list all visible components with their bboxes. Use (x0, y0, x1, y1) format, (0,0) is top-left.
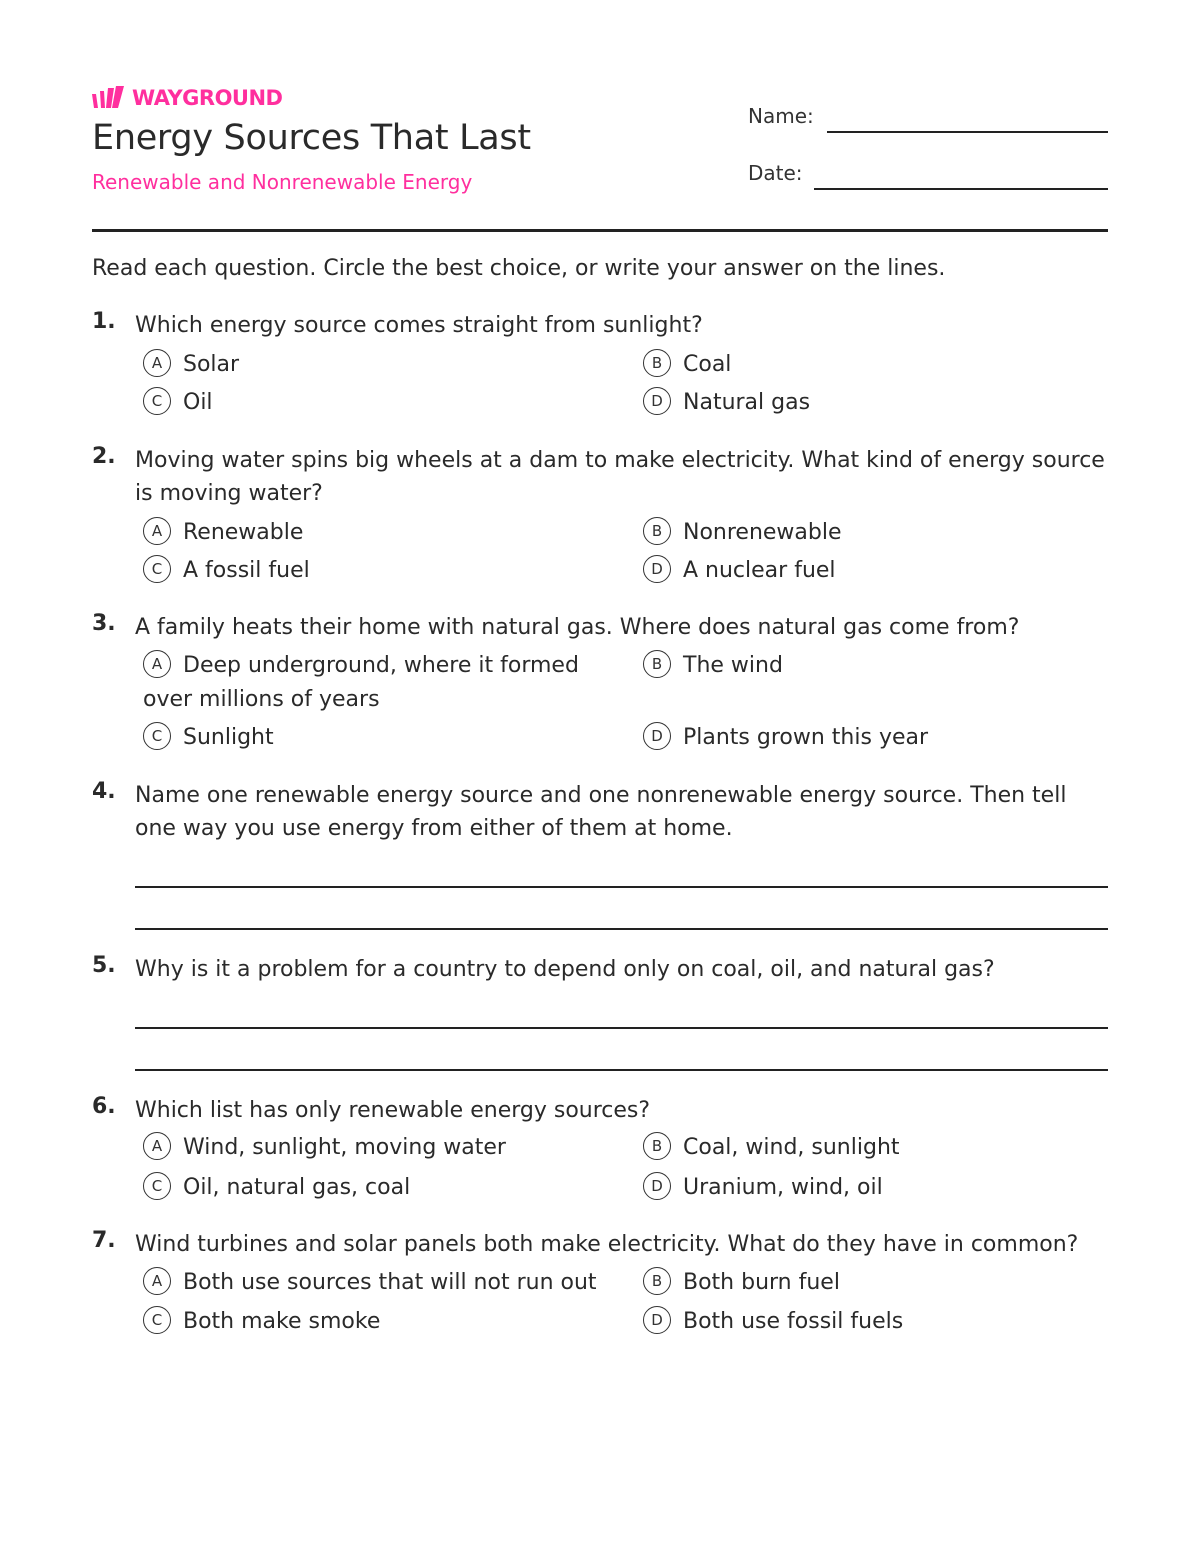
question-text: Which energy source comes straight from sunlight? (135, 313, 703, 338)
instructions: Read each question. Circle the best choice, or write your answer on the lines. (92, 256, 946, 281)
q1-option-c[interactable] (143, 388, 213, 418)
option-letter-badge: A (143, 517, 171, 545)
q1-option-b[interactable] (643, 350, 731, 380)
date-field-line[interactable] (814, 188, 1108, 190)
option-text: Coal (683, 352, 732, 377)
option-text: Both make smoke (183, 1309, 381, 1334)
q5-answer-line-1[interactable] (135, 1027, 1108, 1029)
option-text: Deep underground, where it formed over millions of years (143, 653, 579, 712)
date-label: Date: (748, 161, 803, 185)
option-letter-badge: A (143, 349, 171, 377)
q7-option-b[interactable] (643, 1268, 840, 1298)
q6-option-b[interactable] (643, 1133, 900, 1163)
question-text: Which list has only renewable energy sources? (135, 1098, 651, 1123)
option-text: Oil, natural gas, coal (183, 1175, 411, 1200)
brand-logo (92, 86, 283, 110)
question-text: Name one renewable energy source and one nonrenewable energy source. Then tell one way you use energy from either of them at home. (135, 783, 1067, 841)
option-letter-badge: B (643, 1267, 671, 1295)
option-text: A nuclear fuel (683, 558, 836, 583)
option-letter-badge: A (143, 1267, 171, 1295)
q2-option-a[interactable] (143, 518, 303, 548)
question-text: A family heats their home with natural gas. Where does natural gas come from? (135, 615, 1020, 640)
option-text: Uranium, wind, oil (683, 1175, 883, 1200)
question-number: 2. (92, 444, 116, 469)
header-divider (92, 229, 1108, 232)
option-letter-badge: B (643, 349, 671, 377)
q7-option-d[interactable] (643, 1307, 903, 1337)
name-label: Name: (748, 104, 814, 128)
option-text: Both use fossil fuels (683, 1309, 904, 1334)
page-title: Energy Sources That Last (92, 118, 531, 158)
question-number: 7. (92, 1228, 116, 1253)
brand-name: WAYGROUND (132, 86, 283, 110)
option-letter-badge: B (643, 650, 671, 678)
question-number: 4. (92, 779, 116, 804)
option-text: Both burn fuel (683, 1270, 840, 1295)
option-text: Plants grown this year (683, 725, 929, 750)
question-number: 5. (92, 953, 116, 978)
q5-answer-line-2[interactable] (135, 1069, 1108, 1071)
question-text: Wind turbines and solar panels both make electricity. What do they have in common? (135, 1232, 1079, 1257)
option-text: The wind (683, 653, 783, 678)
question-number: 6. (92, 1094, 116, 1119)
option-text: Natural gas (683, 390, 811, 415)
option-letter-badge: A (143, 650, 171, 678)
option-text: Coal, wind, sunlight (683, 1135, 900, 1160)
option-text: Oil (183, 390, 213, 415)
option-letter-badge: B (643, 1132, 671, 1160)
q3-option-b[interactable] (643, 651, 783, 681)
option-letter-badge: D (643, 555, 671, 583)
q7-option-c[interactable] (143, 1307, 380, 1337)
option-text: A fossil fuel (183, 558, 310, 583)
option-letter-badge: C (143, 387, 171, 415)
option-text: Both use sources that will not run out (183, 1270, 597, 1295)
q2-option-d[interactable] (643, 556, 836, 586)
option-letter-badge: D (643, 722, 671, 750)
option-letter-badge: B (643, 517, 671, 545)
wayground-logo-icon (92, 86, 126, 110)
option-text: Wind, sunlight, moving water (183, 1135, 506, 1160)
question-number: 3. (92, 611, 116, 636)
question-number: 1. (92, 309, 116, 334)
q6-option-d[interactable] (643, 1173, 883, 1203)
question-text: Moving water spins big wheels at a dam to make electricity. What kind of energy source is moving water? (135, 448, 1105, 506)
option-letter-badge: D (643, 1306, 671, 1334)
option-letter-badge: C (143, 1172, 171, 1200)
option-text: Renewable (183, 520, 304, 545)
option-letter-badge: D (643, 387, 671, 415)
page-subtitle: Renewable and Nonrenewable Energy (92, 170, 473, 194)
option-text: Nonrenewable (683, 520, 842, 545)
option-text: Solar (183, 352, 240, 377)
q7-option-a[interactable] (143, 1268, 597, 1298)
q3-option-a[interactable] (143, 649, 613, 717)
question-text: Why is it a problem for a country to depend only on coal, oil, and natural gas? (135, 957, 995, 982)
q6-option-a[interactable] (143, 1133, 506, 1163)
q2-option-b[interactable] (643, 518, 842, 548)
option-letter-badge: C (143, 1306, 171, 1334)
name-field-line[interactable] (827, 131, 1108, 133)
q3-option-c[interactable] (143, 723, 274, 753)
q4-answer-line-1[interactable] (135, 886, 1108, 888)
q6-option-c[interactable] (143, 1173, 410, 1203)
option-letter-badge: A (143, 1132, 171, 1160)
option-letter-badge: C (143, 555, 171, 583)
q1-option-d[interactable] (643, 388, 810, 418)
option-letter-badge: D (643, 1172, 671, 1200)
q1-option-a[interactable] (143, 350, 239, 380)
option-text: Sunlight (183, 725, 274, 750)
option-letter-badge: C (143, 722, 171, 750)
q2-option-c[interactable] (143, 556, 310, 586)
q4-answer-line-2[interactable] (135, 928, 1108, 930)
q3-option-d[interactable] (643, 723, 928, 753)
